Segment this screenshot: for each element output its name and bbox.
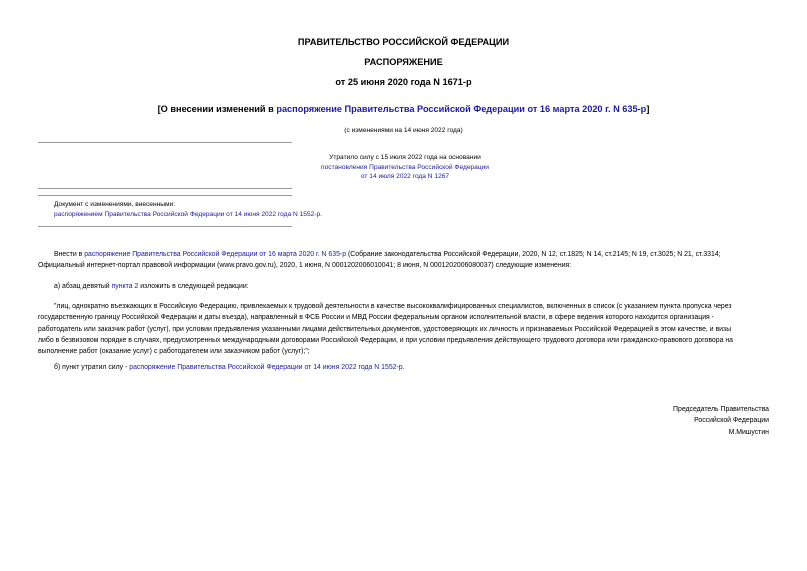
item-a-prefix: а) абзац девятый [54,283,112,290]
intro-rest: (Собрание законодательства Российской Федерации, 2020, N 12, ст.1825; N 14, ст.2145; N 19, ст.3025; N 21, ст.3314; [346,251,721,258]
quote-line: государственную границу Российской Федерации и даты въезда), направленный в ФСБ России и МВД России федеральным органом исполнительной власти, в сфере ведения которого находится организация - [38,314,714,322]
expired-link-date[interactable]: от 14 июля 2022 года N 1267 [360,173,450,181]
title-prefix: [О внесении изменений в [157,104,277,114]
quote-line: работодатель или заказчик работ (услуг), при условии предъявления указанными лицами действительных документов, удостоверяющих их личность и признаваемых Российской Федерацией в этом качестве, и визы [38,325,732,333]
item-b-link-1552[interactable]: распоряжение Правительства Российской Федерации от 14 июня 2022 года N 1552-р [129,364,403,371]
expired-link-resolution[interactable]: постановления Правительства Российской Федерации [321,163,489,171]
intro-link-order-635[interactable]: распоряжение Правительства Российской Федерации от 16 марта 2020 г. N 635-р [84,251,347,258]
intro-line-2: Официальный интернет-портал правовой информации (www.pravo.gov.ru), 2020, 1 июня, N 0001202006010041; 8 июня, N 0001202006080037) следующие изменения: [38,262,572,270]
item-b-prefix: б) пункт утратил силу - [54,364,130,371]
item-b-suffix: . [402,364,405,371]
document-date-number: от 25 июня 2020 года N 1671-р [335,77,472,87]
quote-line: выполнение работ (оказание услуг) с работодателем или заказчиком работ (услуг);"; [38,348,310,356]
intro-line-1 [38,249,773,260]
government-heading: ПРАВИТЕЛЬСТВО РОССИЙСКОЙ ФЕДЕРАЦИИ [297,37,510,47]
signature-block [673,404,769,438]
changes-link-1552[interactable]: распоряжением Правительства Российской Федерации от 14 июня 2022 года N 1552-р. [54,211,322,218]
quote-line: либо в безвизовом порядке в случаях, предусмотренных международными договорами Российской Федерации, и при условии предъявления действующего трудового договора или гражданско-правового договора на [38,336,733,344]
intro-paragraph [38,249,773,272]
expired-notice [240,153,570,182]
signature-country: Российской Федерации [694,417,769,425]
item-a-link-point-2[interactable]: пункта 2 [111,283,139,290]
title-suffix: ] [646,104,650,114]
signature-title: Председатель Правительства [673,406,769,413]
item-a [54,281,249,292]
intro-prefix: Внести в [54,251,85,258]
divider [38,226,292,227]
divider [38,195,292,196]
divider [38,142,292,143]
quoted-text [38,301,773,357]
item-b [54,362,405,373]
changes-label: Документ с изменениями, внесенными: [54,201,176,208]
title-link-order-635[interactable]: распоряжение Правительства Российской Федерации от 16 марта 2020 г. N 635-р [276,104,647,114]
item-a-suffix: изложить в следующей редакции: [138,283,249,290]
expired-text: Утратило силу с 15 июля 2022 года на основании [329,154,481,161]
quote-line: "лиц, однократно въезжающих в Российскую Федерацию, привлекаемых к трудовой деятельности в качестве высококвалифицированных специалистов, включенных в список (с указанием пункта пропуска через [54,303,732,310]
document-type: РАСПОРЯЖЕНИЕ [364,57,443,67]
divider [38,188,292,189]
document-title [0,104,807,114]
amendments-note: (с изменениями на 14 июня 2022 года) [344,127,463,134]
signature-name: М.Мишустин [728,428,769,436]
